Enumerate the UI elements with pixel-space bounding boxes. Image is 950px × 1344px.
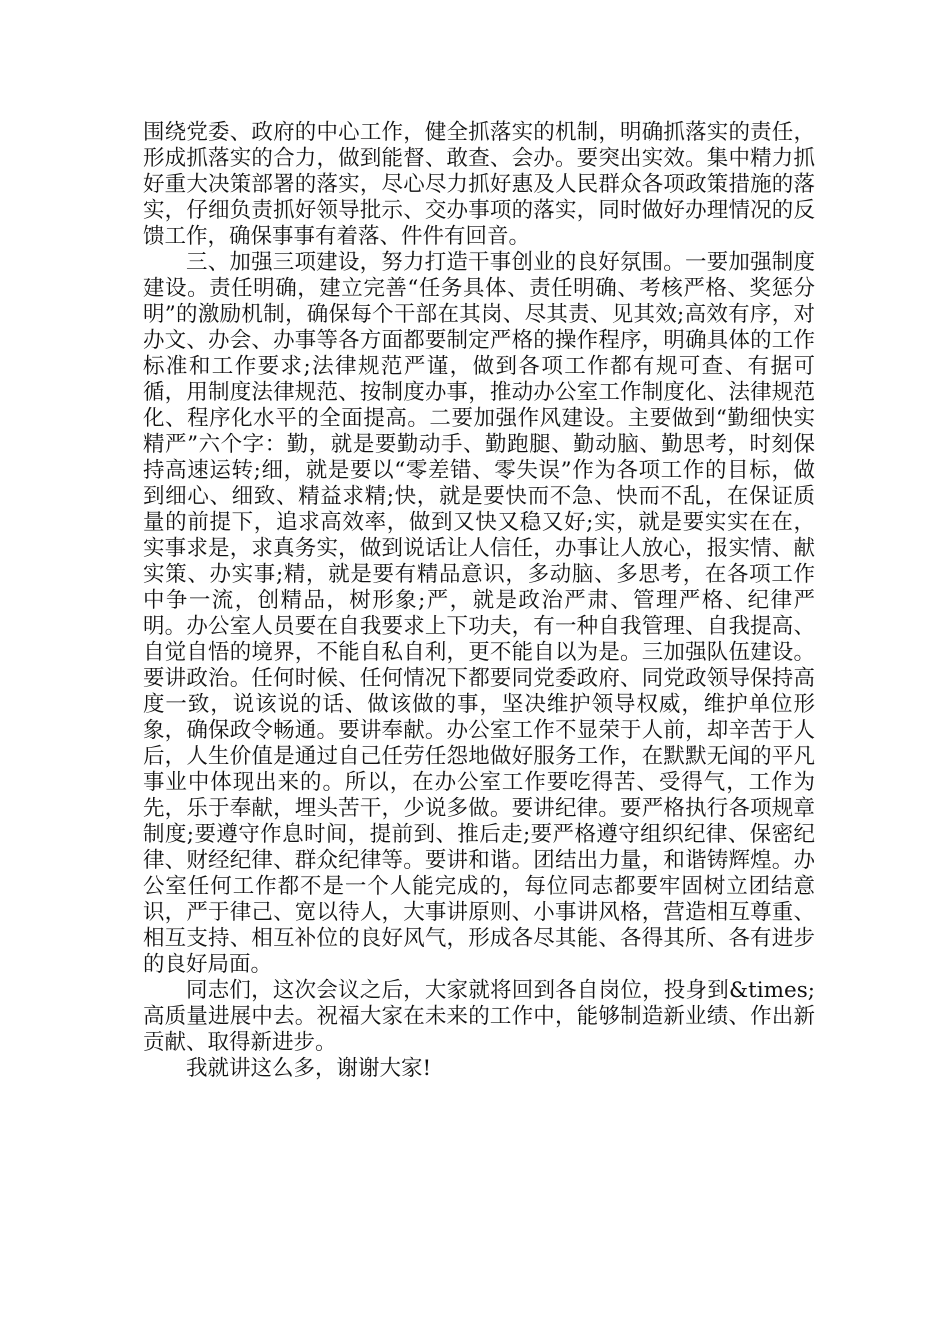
paragraph-4: 我就讲这么多，谢谢大家! xyxy=(186,1056,432,1081)
paragraph-3: 同志们，这次会议之后，大家就将回到各自岗位，投身到&times;高质量进展中去。祝福大家在未来的工作中，能够制造新业绩、作出新贡献、取得新进步。 xyxy=(143,978,815,1055)
paragraph-2: 三、加强三项建设，努力打造干事创业的良好氛围。一要加强制度建设。责任明确，建立完善“任务具体、责任明确、考核严格、奖惩分明”的激励机制，确保每个干部在其岗、尽其责、见其效;高效有序，对办文、办会、办事等各方面都要制定严格的操作程序，明确具体的工作标准和工作要求;法律规范严谨，做到各项工作都有规可查、有据可循，用制度法律规范、按制度办事，推动办公室工作制度化、法律规范化、程序化水平的全面提高。二要加强作风建设。主要做到“勤细快实精严”六个字：勤，就是要勤动手、勤跑腿、勤动脑、勤思考，时刻保持高速运转;细，就是要以“零差错、零失误”作为各项工作的目标，做到细心、细致、精益求精;快，就是要快而不急、快而不乱，在保证质量的前提下，追求高效率，做到又快又稳又好;实，就是要实实在在，实事求是，求真务实，做到说话让人信任，办事让人放心，报实情、献实策、办实事;精，就是要有精品意识，多动脑、多思考，在各项工作中争一流，创精品，树形象;严，就是政治严肃、管理严格、纪律严明。办公室人员要在自我要求上下功夫，有一种自我管理、自我提高、自觉自悟的境界，不能自私自利，更不能自以为是。三加强队伍建设。要讲政治。任何时候、任何情况下都要同党委政府、同党政领导保持高度一致，说该说的话、做该做的事，坚决维护领导权威，维护单位形象，确保政令畅通。要讲奉献。办公室工作不显荣于人前，却辛苦于人后，人生价值是通过自己任劳任怨地做好服务工作，在默默无闻的平凡事业中体现出来的。所以，在办公室工作要吃得苦、受得气，工作为先，乐于奉献，埋头苦干，少说多做。要讲纪律。要严格执行各项规章制度;要遵守作息时间，提前到、推后走;要严格遵守组织纪律、保密纪律、财经纪律、群众纪律等。要讲和谐。团结出力量，和谐铸辉煌。办公室任何工作都不是一个人能完成的，每位同志都要牢固树立团结意识，严于律己、宽以待人，大事讲原则、小事讲风格，营造相互尊重、相互支持、相互补位的良好风气，形成各尽其能、各得其所、各有进步的良好局面。 xyxy=(143,250,815,977)
document-body xyxy=(143,120,815,1082)
paragraph-1: 围绕党委、政府的中心工作，健全抓落实的机制，明确抓落实的责任，形成抓落实的合力，做到能督、敢查、会办。要突出实效。集中精力抓好重大决策部署的落实，尽心尽力抓好惠及人民群众各项政策措施的落实，仔细负责抓好领导批示、交办事项的落实，同时做好办理情况的反馈工作，确保事事有着落、件件有回音。 xyxy=(143,120,815,249)
